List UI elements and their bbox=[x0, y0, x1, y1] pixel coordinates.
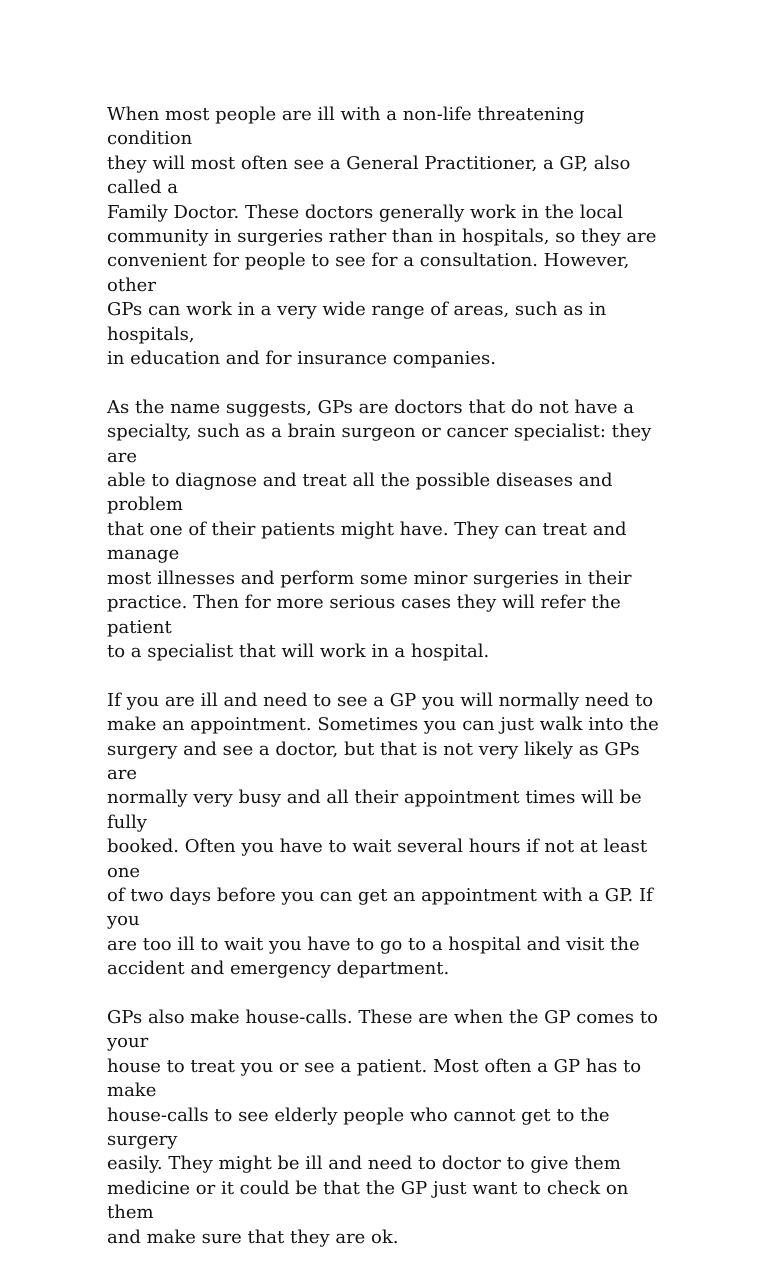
paragraph-4: GPs also make house-calls. These are when the GP comes to your house to treat you or see a patient. Most often a GP has to make house-calls to see elderly people who cannot get to the surgery easily. They might be ill and need to doctor to give them medicine or it could be that the GP just want to check on them and make sure that they are ok. bbox=[107, 1006, 658, 1248]
document-body bbox=[107, 103, 669, 1274]
paragraph-1: When most people are ill with a non-life threatening condition they will most often see a General Practitioner, a GP, also called a Family Doctor. These doctors generally work in the local community in surgeries rather than in hospitals, so they are convenient for people to see for a consultation. However, other GPs can work in a very wide range of areas, such as in hospitals, in education and for insurance companies. bbox=[107, 104, 657, 370]
paragraph-3: If you are ill and need to see a GP you will normally need to make an appointment. Sometimes you can just walk into the surgery and see a doctor, but that is not very likely as GPs are normally very busy and all their appointment times will be fully booked. Often you have to wait several hours if not at least one of two days before you can get an appointment with a GP. If you are too ill to wait you have to go to a hospital and visit the accident and emergency department. bbox=[107, 689, 659, 980]
paragraph-2: As the name suggests, GPs are doctors that do not have a specialty, such as a brain surgeon or cancer specialist: they are able to diagnose and treat all the possible diseases and problem that one of their patients might have. They can treat and manage most illnesses and perform some minor surgeries in their practice. Then for more serious cases they will refer the patient to a specialist that will work in a hospital. bbox=[107, 396, 652, 662]
